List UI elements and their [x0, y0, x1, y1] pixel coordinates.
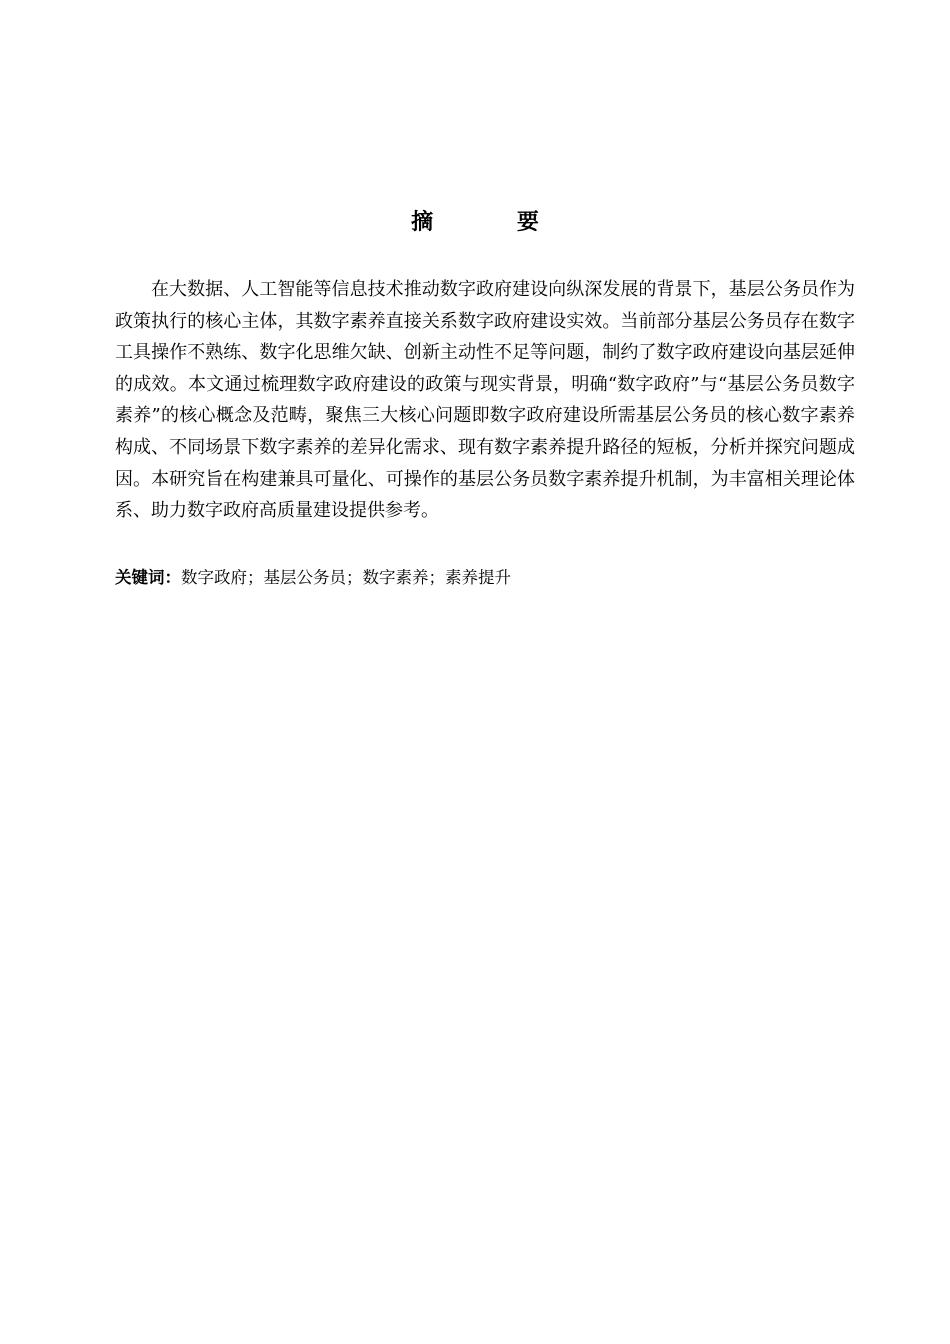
keywords-line: [115, 562, 855, 593]
keywords-label: 关键词：: [115, 568, 181, 587]
abstract-title: 摘 要: [411, 210, 577, 235]
keywords-text: 数字政府；基层公务员；数字素养；素养提升: [181, 568, 511, 587]
abstract-paragraph: 在大数据、人工智能等信息技术推动数字政府建设向纵深发展的背景下，基层公务员作为政策执行的核心主体，其数字素养直接关系数字政府建设实效。当前部分基层公务员存在数字工具操作不熟练、数字化思维欠缺、创新主动性不足等问题，制约了数字政府建设向基层延伸的成效。本文通过梳理数字政府建设的政策与现实背景，明确“数字政府”与“基层公务员数字素养”的核心概念及范畴，聚焦三大核心问题即数字政府建设所需基层公务员的核心数字素养构成、不同场景下数字素养的差异化需求、现有数字素养提升路径的短板，分析并探究问题成因。本研究旨在构建兼具可量化、可操作的基层公务员数字素养提升机制，为丰富相关理论体系、助力数字政府高质量建设提供参考。: [115, 279, 855, 522]
